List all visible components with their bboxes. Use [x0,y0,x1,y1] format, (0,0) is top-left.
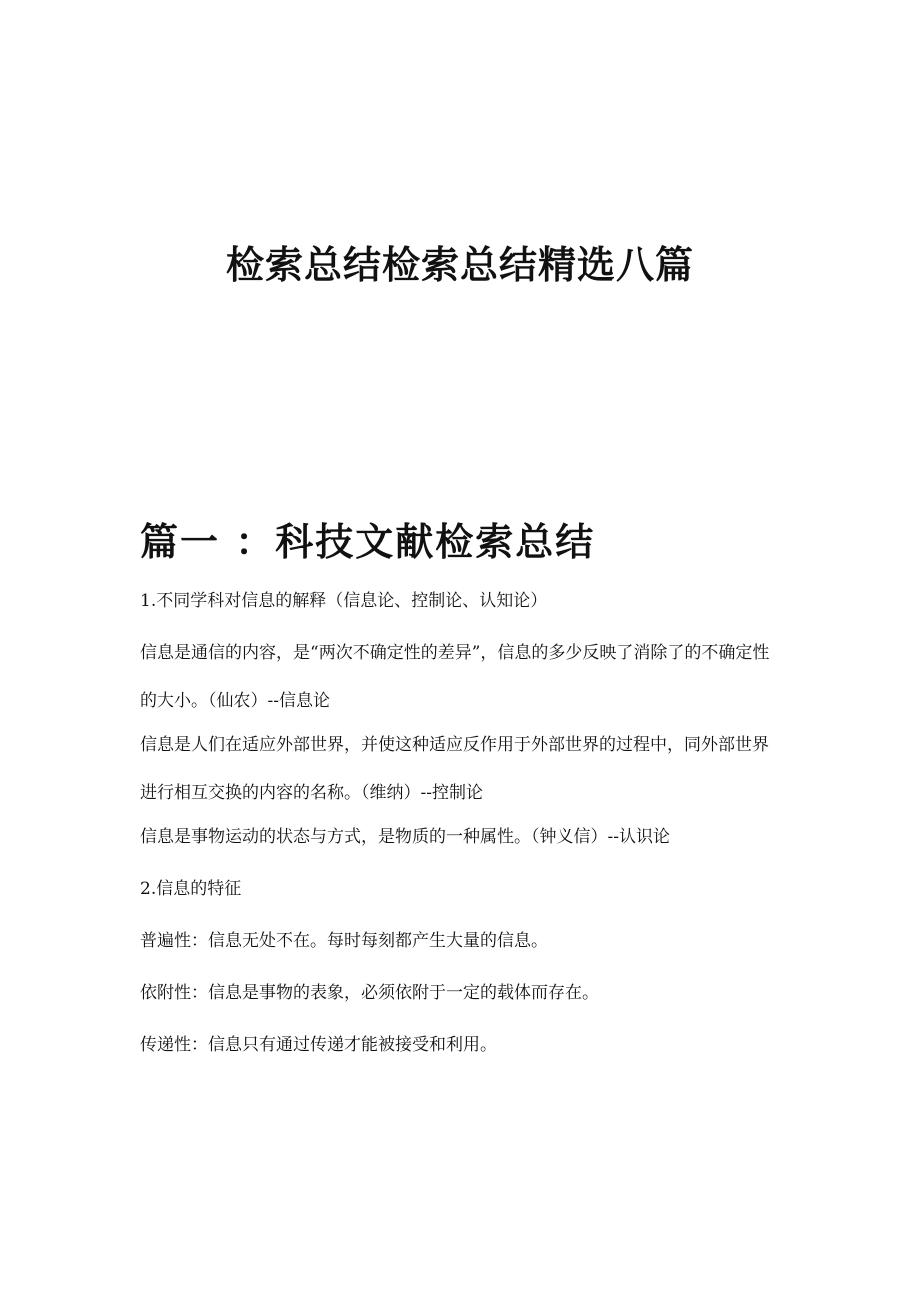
paragraph: 2.信息的特征 [140,879,242,899]
paragraph: 信息是通信的内容，是“两次不确定性的差异”，信息的多少反映了消除了的不确定性的大小。（仙农）--信息论 [140,643,770,711]
paragraph: 1.不同学科对信息的解释（信息论、控制论、认知论） [140,591,548,611]
paragraph: 信息是事物运动的状态与方式，是物质的一种属性。（钟义信）--认识论 [140,827,670,847]
paragraph: 传递性：信息只有通过传递才能被接受和利用。 [140,1035,497,1055]
paragraph: 依附性：信息是事物的表象，必须依附于一定的载体而存在。 [140,983,599,1003]
paragraph: 普遍性：信息无处不在。每时每刻都产生大量的信息。 [140,931,548,951]
document-title: 检索总结检索总结精选八篇 [225,243,694,288]
paragraph: 信息是人们在适应外部世界，并使这种适应反作用于外部世界的过程中，同外部世界进行相互交换的内容的名称。（维纳）--控制论 [140,735,769,803]
section-heading: 篇一 ：科技文献检索总结 [140,519,596,564]
document-body [140,585,780,1081]
